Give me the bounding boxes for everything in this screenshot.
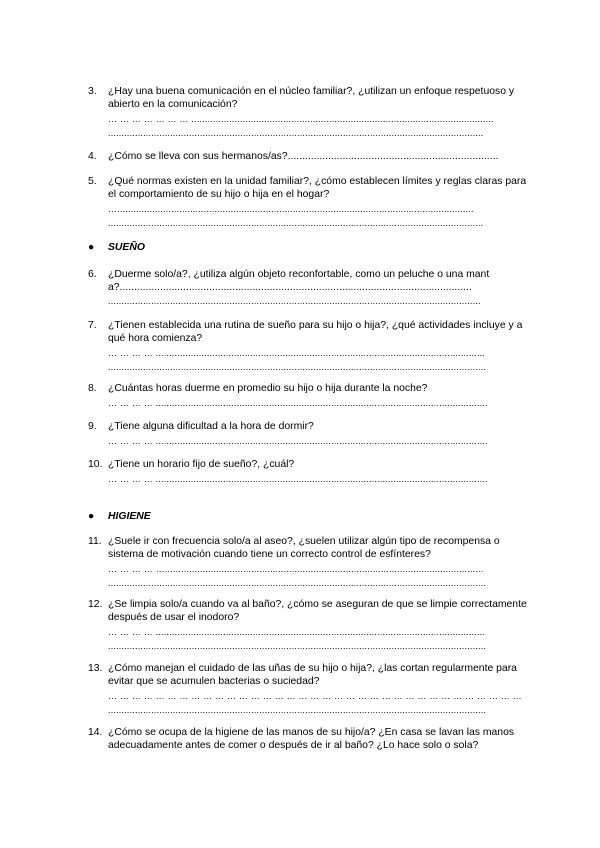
bullet-icon: ● [88, 242, 95, 253]
question-text: ¿Tiene un horario fijo de sueño?, ¿cuál? [108, 459, 295, 470]
question-text: ¿Suele ir con frecuencia solo/a al aseo?, ¿suelen utilizar algún tipo de recompensa o sistema de motivación cuando tiene un correcto control de esfínteres? [108, 536, 500, 560]
question-10 [88, 458, 528, 486]
answer-line: … … … … ........................................................................................................................... [108, 436, 488, 446]
question-14 [88, 726, 528, 752]
answer-line: … … … … ........................................................................................................................... [108, 398, 488, 408]
question-6 [88, 268, 528, 308]
question-13 [88, 662, 528, 717]
question-text: ¿Cómo manejan el cuidado de las uñas de su hijo o hija?, ¿las cortan regularmente para evitar que se acumulen bacterias o suciedad? [108, 663, 517, 687]
question-11 [88, 535, 528, 590]
answer-line: … … … … ........................................................................................................................... [108, 474, 488, 484]
answer-line: ….................................................................................................................................... [108, 204, 474, 214]
answer-line: ........................................................................................................................................... [108, 218, 484, 228]
question-text: ¿Se limpia solo/a cuando va al baño?, ¿cómo se aseguran de que se limpie correctamente después de usar el inodoro? [108, 599, 527, 623]
question-3 [88, 85, 528, 140]
question-text: ¿Hay una buena comunicación en el núcleo familiar?, ¿utilizan un enfoque respetuoso y abierto en la comunicación? [108, 86, 515, 110]
question-number: 6. [88, 269, 97, 280]
answer-line: ........................................................................................................................................... [108, 128, 484, 138]
answer-line: ............................................................................................................................................ [108, 362, 487, 372]
section-title: SUEÑO [108, 242, 145, 253]
answer-line: ............................................................................................................................................ [108, 705, 487, 715]
question-text: ¿Tiene alguna dificultad a la hora de dormir? [108, 421, 314, 432]
question-number: 14. [88, 727, 103, 738]
question-8 [88, 382, 528, 410]
question-7 [88, 319, 528, 374]
question-9 [88, 420, 528, 448]
question-number: 4. [88, 151, 97, 162]
section-heading-sueno [88, 241, 145, 254]
question-number: 3. [88, 86, 97, 97]
question-number: 11. [88, 536, 102, 547]
question-text: ¿Cómo se lleva con sus hermanos/as?......................................................................... [108, 151, 499, 162]
answer-line: ............................................................................................................................................ [108, 578, 487, 588]
answer-line: … … … … .......................................................................................................................... [108, 348, 486, 358]
question-12 [88, 598, 528, 653]
answer-line: … … … … … … … ................................................................................................................ [108, 114, 494, 124]
answer-line: … … … … … … … … … … … … … … … … … … … … … … … … … … … … … … … … … … … [108, 691, 522, 701]
question-text: ¿Tienen establecida una rutina de sueño para su hijo o hija?, ¿qué actividades incluye y a qué hora comienza? [108, 320, 523, 344]
question-number: 8. [88, 383, 97, 394]
question-number: 13. [88, 663, 103, 674]
question-text: ¿Qué normas existen en la unidad familiar?, ¿cómo establecen límites y reglas claras para el comportamiento de su hijo o hija en el hogar? [108, 176, 527, 200]
section-title: HIGIENE [108, 511, 151, 522]
answer-line: ............................................................................................................................................ [108, 641, 487, 651]
question-text: ¿Cuántas horas duerme en promedio su hijo o hija durante la noche? [108, 383, 428, 394]
answer-line: … … … … …...................................................................................................................... [108, 564, 484, 574]
question-text: ¿Duerme solo/a?, ¿utiliza algún objeto reconfortable, como un peluche o una manta?.......................................................................................................................... [108, 269, 490, 293]
question-number: 5. [88, 176, 97, 187]
question-text: ¿Cómo se ocupa de la higiene de las manos de su hijo/a? ¿En casa se lavan las manos adecuadamente antes de comer o después de ir al baño? ¿Lo hace solo o sola? [108, 727, 515, 751]
section-heading-higiene [88, 510, 151, 523]
answer-line: .......................................................................................................................................... [108, 296, 481, 306]
question-number: 12. [88, 599, 103, 610]
bullet-icon: ● [88, 511, 95, 522]
question-5 [88, 175, 528, 230]
question-number: 7. [88, 320, 97, 331]
question-4 [88, 150, 528, 163]
question-number: 10. [88, 459, 103, 470]
answer-line: … … … … .......................................................................................................................... [108, 627, 486, 637]
question-number: 9. [88, 421, 97, 432]
